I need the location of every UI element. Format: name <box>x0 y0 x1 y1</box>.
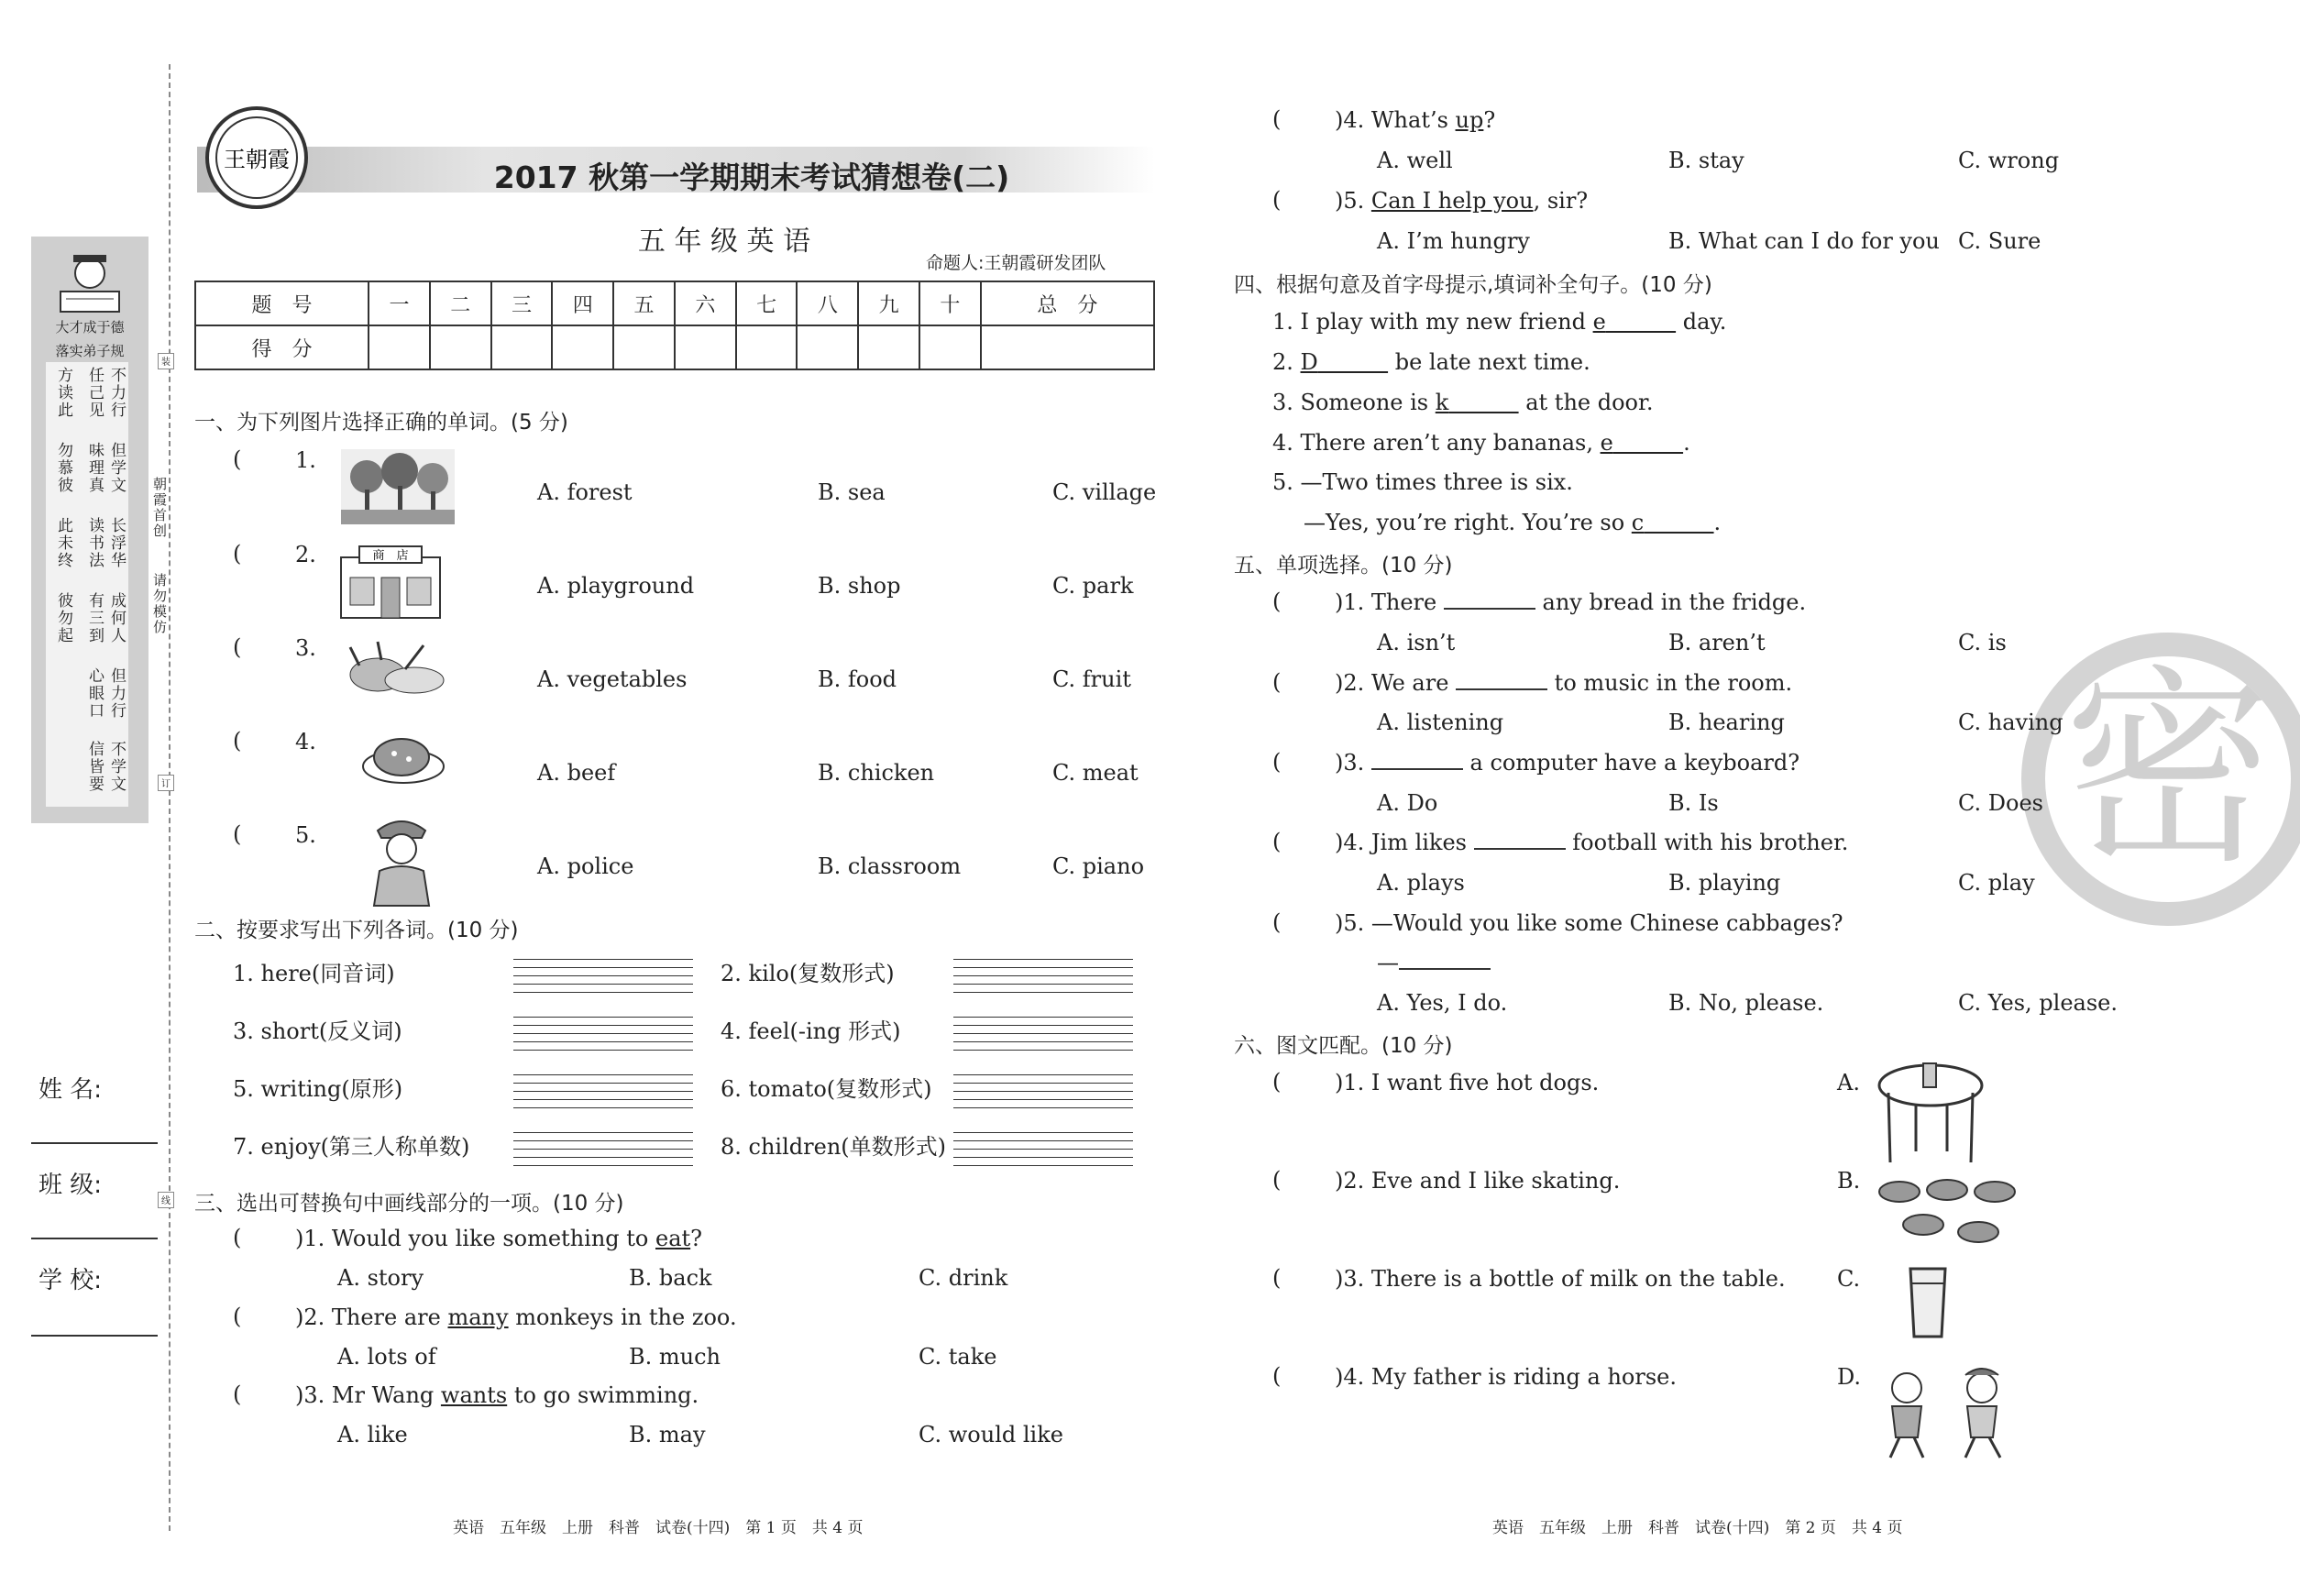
binding-mark: 订 <box>158 775 174 791</box>
answer-paren[interactable]: ( <box>1272 106 1282 132</box>
class-field[interactable] <box>31 1238 158 1239</box>
answer-lines[interactable] <box>953 1009 1133 1051</box>
dialogue-reply: — <box>1377 949 1491 976</box>
section-6-title: 六、图文匹配。(10 分) <box>1234 1034 1453 1058</box>
score-cell: 七 <box>736 281 798 325</box>
fill-blank[interactable] <box>1371 750 1463 770</box>
word-task: 7. enjoy(第三人称单数) <box>233 1134 470 1160</box>
question-text: )1. Would you like something to eat? <box>295 1226 703 1251</box>
option-c[interactable]: C. take <box>919 1344 997 1370</box>
glass-of-milk-picture <box>1905 1265 1951 1340</box>
question-text: )5. —Would you like some Chinese cabbages? <box>1335 910 1843 936</box>
fill-blank[interactable]: c <box>1631 510 1645 535</box>
score-cell: 二 <box>430 281 491 325</box>
footer-left: 英语 五年级 上册 科普 试卷(十四) 第 1 页 共 4 页 <box>453 1519 864 1537</box>
answer-paren[interactable]: ( <box>1272 1167 1282 1193</box>
option-c[interactable]: C. is <box>1958 630 2007 655</box>
answer-lines[interactable] <box>513 952 693 994</box>
score-cell: 十 <box>919 281 981 325</box>
motto-column: 成何人 <box>107 592 126 644</box>
option-a[interactable]: A. vegetables <box>537 666 688 692</box>
binding-mark: 装 <box>158 353 174 369</box>
score-input[interactable] <box>491 325 553 369</box>
fill-sentence: 1. I play with my new friend e day. <box>1272 309 1727 335</box>
motto-column: 心眼口 <box>85 667 104 720</box>
answer-lines[interactable] <box>513 1009 693 1051</box>
score-input[interactable] <box>613 325 675 369</box>
option-b[interactable]: B. aren’t <box>1668 630 1766 655</box>
binding-mark: 线 <box>158 1192 174 1208</box>
fill-sentence: 2. D be late next time. <box>1272 349 1590 375</box>
question-text: )3. Mr Wang wants to go swimming. <box>295 1382 699 1408</box>
score-cell: 总 分 <box>981 281 1154 325</box>
option-a[interactable]: A. listening <box>1377 710 1504 735</box>
answer-paren[interactable]: ( <box>233 1381 242 1407</box>
option-c[interactable]: C. park <box>1052 573 1134 599</box>
answer-paren[interactable]: ( <box>233 541 242 567</box>
section-5-title: 五、单项选择。(10 分) <box>1234 554 1453 578</box>
answer-lines[interactable] <box>953 952 1133 994</box>
option-b[interactable]: B. What can I do for you <box>1668 228 1940 254</box>
motto-column: 有三到 <box>85 592 104 644</box>
question-text: )2. There are many monkeys in the zoo. <box>295 1304 737 1330</box>
motto-column: 但力行 <box>107 667 126 720</box>
answer-paren[interactable]: ( <box>1272 187 1282 213</box>
fill-sentence: —Yes, you’re right. You’re so c . <box>1304 510 1722 535</box>
vegetables-picture <box>341 638 460 702</box>
answer-paren[interactable]: ( <box>1272 669 1282 695</box>
match-sentence: )2. Eve and I like skating. <box>1335 1168 1621 1194</box>
question-number: 5. <box>295 822 316 848</box>
answer-lines[interactable] <box>513 1125 693 1167</box>
copyright-note: 请勿模仿 <box>151 573 168 635</box>
scholar-illustration <box>53 246 127 319</box>
answer-lines[interactable] <box>953 1067 1133 1109</box>
shop-sign-text: 商 店 <box>372 549 409 563</box>
option-c[interactable]: C. meat <box>1052 760 1139 786</box>
match-sentence: )4. My father is riding a horse. <box>1335 1364 1677 1390</box>
motto-column: 任己见 <box>85 367 104 419</box>
option-c[interactable]: C. would like <box>919 1422 1063 1447</box>
name-label: 姓 名: <box>39 1076 103 1104</box>
option-b[interactable]: B. Is <box>1668 790 1719 816</box>
fill-blank[interactable]: e <box>1600 430 1613 456</box>
motto-column: 方读此 <box>54 367 72 419</box>
score-input[interactable] <box>919 325 981 369</box>
motto-column: 勿慕彼 <box>54 442 72 494</box>
option-a[interactable]: A. playground <box>537 573 695 599</box>
answer-paren[interactable]: ( <box>1272 589 1282 614</box>
motto-heading: 大才成于德 落实弟子规 <box>55 319 125 359</box>
motto-column: 不学文 <box>107 741 126 793</box>
picture-letter: B. <box>1837 1168 1861 1194</box>
fill-blank[interactable] <box>1474 830 1566 850</box>
option-b[interactable]: B. much <box>629 1344 721 1370</box>
fill-blank[interactable] <box>1444 589 1535 610</box>
word-task: 8. children(单数形式) <box>721 1134 946 1160</box>
word-task: 2. kilo(复数形式) <box>721 961 895 986</box>
motto-column: 味理真 <box>85 442 104 494</box>
section-2-title: 二、按要求写出下列各词。(10 分) <box>194 919 519 942</box>
answer-paren[interactable]: ( <box>233 1304 242 1329</box>
fill-blank[interactable]: k <box>1435 390 1449 415</box>
option-c[interactable]: C. drink <box>919 1265 1008 1291</box>
motto-column: 但学文 <box>107 442 126 494</box>
exam-title: 2017 秋第一学期期末考试猜想卷(二) <box>493 160 1010 195</box>
answer-paren[interactable]: ( <box>233 634 242 660</box>
word-task: 3. short(反义词) <box>233 1018 402 1044</box>
score-input[interactable] <box>552 325 613 369</box>
answer-paren[interactable]: ( <box>233 1225 242 1250</box>
score-cell: 五 <box>613 281 675 325</box>
question-text: )1. There any bread in the fridge. <box>1335 589 1807 615</box>
motto-column: 信皆要 <box>85 741 104 793</box>
option-b[interactable]: B. No, please. <box>1668 990 1824 1016</box>
option-c[interactable]: C. piano <box>1052 853 1145 879</box>
fill-sentence: 5. —Two times three is six. <box>1272 469 1573 495</box>
table-with-bottle-picture <box>1876 1056 1986 1166</box>
footer-right: 英语 五年级 上册 科普 试卷(十四) 第 2 页 共 4 页 <box>1492 1519 1903 1537</box>
picture-letter: A. <box>1837 1070 1860 1095</box>
score-cell: 三 <box>491 281 553 325</box>
score-input[interactable] <box>797 325 858 369</box>
option-c[interactable]: C. play <box>1958 870 2035 896</box>
option-c[interactable]: C. village <box>1052 479 1157 505</box>
word-task: 1. here(同音词) <box>233 961 395 986</box>
score-cell: 八 <box>797 281 858 325</box>
question-number: 4. <box>295 729 316 754</box>
match-sentence: )1. I want five hot dogs. <box>1335 1070 1600 1095</box>
score-input[interactable] <box>981 325 1154 369</box>
word-task: 4. feel(-ing 形式) <box>721 1018 901 1044</box>
answer-paren[interactable]: ( <box>1272 749 1282 775</box>
option-a[interactable]: A. well <box>1377 148 1453 173</box>
option-a[interactable]: A. Yes, I do. <box>1377 990 1508 1016</box>
score-entry-row <box>195 325 1154 369</box>
question-text: )5. Can I help you, sir? <box>1335 188 1589 214</box>
fill-sentence: 4. There aren’t any bananas, e . <box>1272 430 1690 456</box>
word-task: 6. tomato(复数形式) <box>721 1076 932 1102</box>
school-label: 学 校: <box>39 1267 103 1294</box>
option-a[interactable]: A. story <box>337 1265 424 1291</box>
option-c[interactable]: C. wrong <box>1958 148 2060 173</box>
option-b[interactable]: B. shop <box>818 573 901 599</box>
logo-text: 王朝霞 <box>224 147 290 172</box>
watermark-glyph: 密 <box>2063 648 2275 893</box>
section-3-title: 三、选出可替换句中画线部分的一项。(10 分) <box>194 1192 624 1216</box>
score-cell: 四 <box>552 281 613 325</box>
motto-column: 不力行 <box>107 367 126 419</box>
option-b[interactable]: B. back <box>629 1265 712 1291</box>
score-cell: 六 <box>675 281 736 325</box>
fill-sentence: 3. Someone is k at the door. <box>1272 390 1654 415</box>
fill-blank[interactable] <box>1456 670 1547 690</box>
option-b[interactable]: B. stay <box>1668 148 1744 173</box>
score-cell: 得 分 <box>195 325 369 369</box>
option-b[interactable]: B. hearing <box>1668 710 1785 735</box>
question-text: )4. Jim likes football with his brother. <box>1335 830 1849 855</box>
fill-blank[interactable]: D <box>1300 349 1318 375</box>
option-b[interactable]: B. classroom <box>818 853 962 879</box>
question-number: 1. <box>295 447 316 473</box>
score-input[interactable] <box>369 325 430 369</box>
shop-picture <box>337 545 444 620</box>
option-b[interactable]: B. playing <box>1668 870 1781 896</box>
match-sentence: )3. There is a bottle of milk on the table. <box>1335 1266 1786 1292</box>
class-label: 班 级: <box>39 1172 103 1199</box>
option-b[interactable]: B. sea <box>818 479 886 505</box>
score-cell: 九 <box>858 281 919 325</box>
author-line: 命题人:王朝霞研发团队 <box>926 253 1106 273</box>
question-text: )4. What’s up? <box>1335 107 1496 133</box>
option-a[interactable]: A. isn’t <box>1377 630 1456 655</box>
answer-paren[interactable]: ( <box>1272 909 1282 935</box>
answer-paren[interactable]: ( <box>1272 1069 1282 1095</box>
hot-dogs-picture <box>1877 1172 2033 1254</box>
logo-emblem <box>202 103 312 213</box>
answer-paren[interactable]: ( <box>1272 1265 1282 1291</box>
motto-column: 读书法 <box>85 517 104 569</box>
motto-column: 彼勿起 <box>54 592 72 644</box>
section-4-title: 四、根据句意及首字母提示,填词补全句子。(10 分) <box>1234 273 1712 297</box>
answer-paren[interactable]: ( <box>1272 1363 1282 1389</box>
option-a[interactable]: A. forest <box>537 479 633 505</box>
roast-chicken-picture <box>358 730 449 788</box>
answer-lines[interactable] <box>513 1067 693 1109</box>
picture-letter: C. <box>1837 1266 1861 1292</box>
answer-paren[interactable]: ( <box>233 446 242 472</box>
score-cell: 题 号 <box>195 281 369 325</box>
fill-blank[interactable] <box>1399 950 1491 970</box>
binding-dashed-line <box>169 64 171 1531</box>
option-a[interactable]: A. Do <box>1377 790 1438 816</box>
option-c[interactable]: C. Does <box>1958 790 2043 816</box>
confidential-watermark <box>2021 633 2300 926</box>
question-text: )3. a computer have a keyboard? <box>1335 750 1800 776</box>
option-a[interactable]: A. beef <box>537 760 616 786</box>
score-header-row <box>195 281 1154 325</box>
copyright-note: 朝霞首创 <box>151 477 168 539</box>
option-b[interactable]: B. may <box>629 1422 706 1447</box>
picture-letter: D. <box>1837 1364 1862 1390</box>
score-input[interactable] <box>675 325 736 369</box>
option-a[interactable]: A. I’m hungry <box>1377 228 1530 254</box>
section-1-title: 一、为下列图片选择正确的单词。(5 分) <box>194 411 568 435</box>
option-a[interactable]: A. like <box>337 1422 408 1447</box>
policeman-picture <box>365 810 438 908</box>
option-c[interactable]: C. having <box>1958 710 2063 735</box>
question-text: )2. We are to music in the room. <box>1335 670 1793 696</box>
fill-blank[interactable]: e <box>1592 309 1606 335</box>
score-input[interactable] <box>736 325 798 369</box>
answer-paren[interactable]: ( <box>1272 829 1282 854</box>
option-c[interactable]: C. Yes, please. <box>1958 990 2118 1016</box>
score-cell: 一 <box>369 281 430 325</box>
option-b[interactable]: B. chicken <box>818 760 935 786</box>
option-c[interactable]: C. Sure <box>1958 228 2041 254</box>
answer-paren[interactable]: ( <box>233 728 242 754</box>
question-number: 2. <box>295 542 316 567</box>
motto-column: 长浮华 <box>107 517 126 569</box>
answer-paren[interactable]: ( <box>233 821 242 847</box>
option-a[interactable]: A. plays <box>1377 870 1465 896</box>
option-a[interactable]: A. lots of <box>337 1344 436 1370</box>
score-input[interactable] <box>858 325 919 369</box>
subject-title: 五 年 级 英 语 <box>637 226 811 258</box>
option-a[interactable]: A. police <box>537 853 634 879</box>
name-field[interactable] <box>31 1142 158 1144</box>
option-c[interactable]: C. fruit <box>1052 666 1131 692</box>
option-b[interactable]: B. food <box>818 666 897 692</box>
answer-lines[interactable] <box>953 1125 1133 1167</box>
word-task: 5. writing(原形) <box>233 1076 403 1102</box>
score-table <box>194 281 1155 370</box>
school-field[interactable] <box>31 1335 158 1337</box>
question-number: 3. <box>295 635 316 661</box>
score-input[interactable] <box>430 325 491 369</box>
forest-picture <box>341 449 455 524</box>
children-skating-picture <box>1874 1366 2020 1461</box>
motto-column: 此未终 <box>54 517 72 569</box>
